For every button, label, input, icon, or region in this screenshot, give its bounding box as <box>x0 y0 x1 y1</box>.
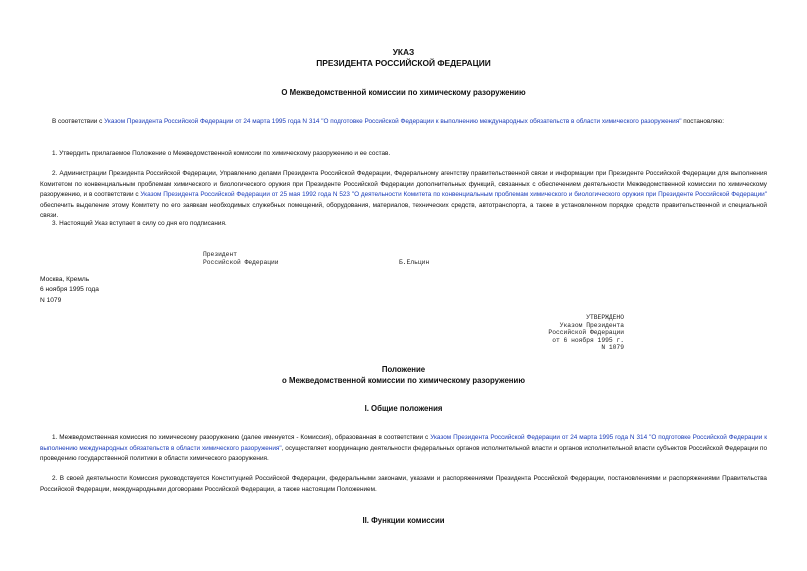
decree-heading <box>40 47 767 68</box>
paragraph-2: 2. Администрации Президента Российской Федерации, Управлению делами Президента Российской Федерации, Федеральному агентству правительственной связи и информации при Президенте Российской Федерации для выполнения Комитетом по конвенциальным проблемам химического и биологического оружия при Президенте Российской Федерации дополнительных функций, связанных с обеспечением деятельности Межведомственной комиссии по химическому разоружению, и в соответствии с Указом Президента Российской Федерации от 25 мая 1992 года N 523 "О деятельности Комитета по конвенциальным проблемам химического и биологического оружия при Президенте Российской Федерации" обеспечить выделение этому Комитету по его заявкам необходимых служебных помещений, оборудования, материалов, технических средств, автотранспорта, а также в установленном порядке средств правительственной и специальной связи. <box>40 170 768 220</box>
approved-number: N 1079 <box>601 344 624 352</box>
decree-title: УКАЗ <box>392 47 415 57</box>
paragraph-2-law-link[interactable]: Указом Президента Российской Федерации от 25 мая 1992 года N 523 "О деятельности Комитета по конвенциальным проблемам химического и биологического оружия при Президенте Российской Федерации" <box>140 191 768 199</box>
signature-post-2: Российской Федерации <box>203 258 279 266</box>
regulation-title-1: Положение <box>381 365 426 374</box>
place-number: N 1079 <box>40 296 62 304</box>
section-1-paragraph-1: 1. Межведомственная комиссия по химическому разоружению (далее именуется - Комиссия), образованная в соответствии с Указом Президента Российской Федерации от 24 марта 1995 года N 314 "О подготовке Российской Федерации к выполнению международных обязательств в области химического разоружения", осуществляет координацию деятельности федеральных органов исполнительной власти и органов исполнительной власти субъектов Российской Федерации по проведению государственной политики в области химического разоружения. <box>40 434 768 463</box>
paragraph-3: 3. Настоящий Указ вступает в силу со дня его подписания. <box>52 220 227 227</box>
regulation-title-2: о Межведомственной комиссии по химическому разоружению <box>282 376 525 385</box>
regulation-title <box>40 364 767 386</box>
approved-by: Указом Президента <box>559 321 624 329</box>
section-1-law-link[interactable]: Указом Президента Российской Федерации от 24 марта 1995 года N 314 "О подготовке Российской Федерации к выполнению международных обязательств в области химического разоружения" <box>40 434 768 452</box>
section-2-heading: II. Функции комиссии <box>362 516 445 525</box>
approved-block <box>520 314 624 352</box>
decree-subject: О Межведомственной комиссии по химическому разоружению <box>281 88 526 97</box>
signature-post-1: Президент <box>203 251 238 258</box>
approved-date: от 6 ноября 1995 г. <box>552 336 624 344</box>
decree-issuer: ПРЕЗИДЕНТА РОССИЙСКОЙ ФЕДЕРАЦИИ <box>316 57 491 68</box>
signature-name: Б.Ельцин <box>399 259 430 266</box>
approved-by-2: Российской Федерации <box>548 329 624 337</box>
preamble: В соответствии с Указом Президента Российской Федерации от 24 марта 1995 года N 314 "О подготовке Российской Федерации к выполнению международных обязательств в области химического разоружения" постановляю: <box>52 118 724 125</box>
place-city: Москва, Кремль <box>40 276 90 283</box>
signature-block <box>203 251 279 266</box>
section-1-heading: I. Общие положения <box>364 404 443 413</box>
place-date-block <box>40 275 99 306</box>
section-1-paragraph-2: 2. В своей деятельности Комиссия руководствуется Конституцией Российской Федерации, федеральными законами, указами и распоряжениями Президента Российской Федерации, постановлениями и распоряжениями Правительства Российской Федерации, международными договорами Российской Федерации, а также настоящим Положением. <box>40 475 767 493</box>
preamble-law-link[interactable]: Указом Президента Российской Федерации от 24 марта 1995 года N 314 "О подготовке Российской Федерации к выполнению международных обязательств в области химического разоружения" <box>104 118 682 125</box>
place-date: 6 ноября 1995 года <box>40 286 99 294</box>
paragraph-1: 1. Утвердить прилагаемое Положение о Межведомственной комиссии по химическому разоружению и ее состав. <box>52 150 391 157</box>
approved-label: УТВЕРЖДЕНО <box>586 314 624 321</box>
